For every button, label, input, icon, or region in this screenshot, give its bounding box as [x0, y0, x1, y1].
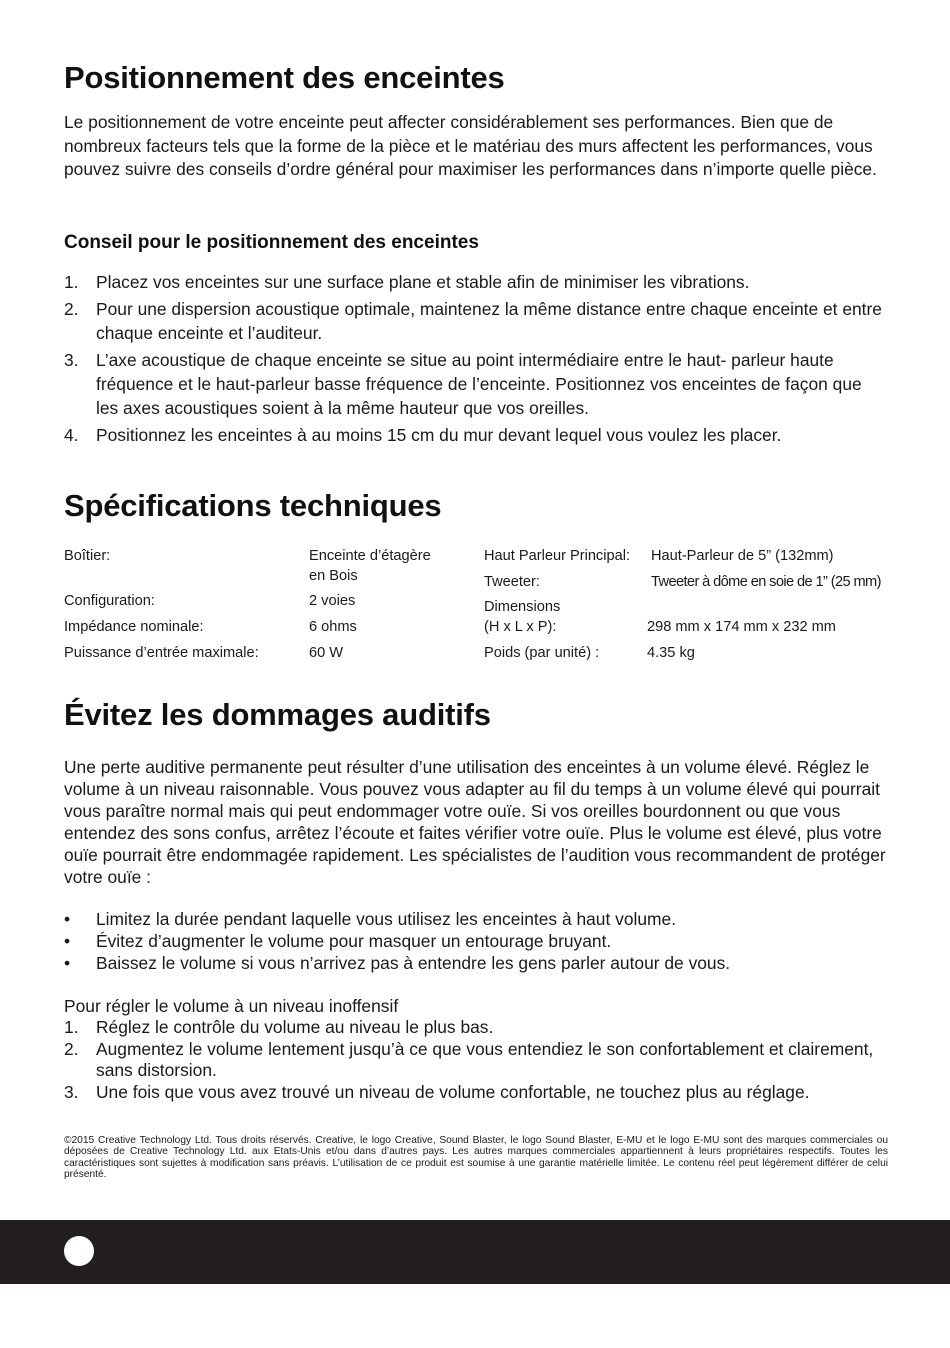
spec-value: Haut-Parleur de 5” (132mm)	[651, 548, 834, 564]
spec-value: 2 voies	[309, 593, 356, 609]
spec-value: 298 mm x 174 mm x 232 mm	[647, 619, 836, 635]
spec-label: Puissance d’entrée maximale:	[64, 645, 259, 661]
list-item: 2. Augmentez le volume lentement jusqu’à ce que vous entendiez le son confortablement et clairement, sans distorsion.	[64, 1038, 874, 1080]
spec-value: 4.35 kg	[647, 645, 695, 661]
legal-notice: ©2015 Creative Technology Ltd. Tous droits réservés. Creative, le logo Creative, Sound Blaster, le logo Sound Blaster, E-MU et le logo E-MU sont des marques commerciales ou déposées de Creative Technology Ltd. aux Etats-Unis et/ou dans d’autres pays. Les autres marques commerciales appartiennent à leurs propriétaires respectifs. Toutes les caractéristiques sont sujettes à modification sans préavis. L’utilisation de ce produit est soumise à une garantie matérielle limitée. Le contenu réel peut légèrement différer de celui présenté.	[64, 1135, 888, 1181]
spec-label: Haut Parleur Principal:	[484, 548, 631, 564]
hearing-bullets	[64, 908, 888, 974]
volume-steps-list	[64, 1017, 888, 1103]
spec-value: Enceinte d’étagère	[309, 548, 431, 564]
list-item: 1. Réglez le contrôle du volume au niveau le plus bas.	[64, 1017, 494, 1037]
list-item: 1. Placez vos enceintes sur une surface plane et stable afin de minimiser les vibrations.	[64, 272, 750, 292]
spec-label: Boîtier:	[64, 548, 111, 564]
page-marker-circle	[64, 1236, 94, 1266]
volume-steps-heading: Pour régler le volume à un niveau inoffensif	[64, 996, 399, 1016]
spec-label: Impédance nominale:	[64, 619, 204, 635]
hearing-intro: Une perte auditive permanente peut résulter d’une utilisation des enceintes à un volume élevé. Réglez le volume à un niveau raisonnable. Vous pouvez vous adapter au fil du temps à un volume élevé qui pourrait vous paraître normal mais qui peut endommager votre ouïe. Si vos oreilles bourdonnent ou que vous entendez des sons confus, arrêtez l’écoute et faites vérifier votre ouïe. Plus le volume est élevé, plus votre ouïe pourrait être endommagée rapidement. Les spécialistes de l’audition vous recommandent de protéger votre ouïe :	[64, 757, 886, 887]
list-item: 3. Une fois que vous avez trouvé un niveau de volume confortable, ne touchez plus au réglage.	[64, 1081, 810, 1102]
list-item: 2. Pour une dispersion acoustique optimale, maintenez la même distance entre chaque enceinte et entre chaque enceinte et l’auditeur.	[64, 299, 882, 343]
positioning-intro: Le positionnement de votre enceinte peut affecter considérablement ses performances. Bien que de nombreux facteurs tels que la forme de la pièce et le matériau des murs affectent les performances, vous pouvez suivre des conseils d’ordre général pour maximiser les performances dans n’importe quelle pièce.	[64, 112, 877, 179]
spec-value: 60 W	[309, 645, 344, 661]
spec-label: Dimensions	[484, 599, 561, 615]
spec-label: Configuration:	[64, 593, 155, 609]
spec-label: Poids (par unité) :	[484, 645, 600, 661]
spec-label: (H x L x P):	[484, 619, 557, 635]
section-title-hearing: Évitez les dommages auditifs	[64, 697, 491, 732]
spec-label: Tweeter:	[484, 574, 540, 590]
list-item: 3. L’axe acoustique de chaque enceinte se situe au point intermédiaire entre le haut- parleur haute fréquence et le haut-parleur basse fréquence de l’enceinte. Positionnez vos enceintes de façon que les axes acoustiques soient à la même hauteur que vos oreilles.	[64, 350, 862, 418]
list-item: • Limitez la durée pendant laquelle vous utilisez les enceintes à haut volume.	[64, 909, 677, 929]
list-item: • Évitez d’augmenter le volume pour masquer un entourage bruyant.	[64, 931, 612, 951]
spec-value: Tweeter à dôme en soie de 1” (25 mm)	[651, 574, 881, 590]
positioning-tips-subtitle: Conseil pour le positionnement des enceintes	[64, 232, 479, 253]
list-item: 4. Positionnez les enceintes à au moins 15 cm du mur devant lequel vous voulez les placer.	[64, 425, 782, 445]
spec-value: en Bois	[309, 568, 358, 584]
list-item: • Baissez le volume si vous n’arrivez pas à entendre les gens parler autour de vous.	[64, 953, 731, 973]
section-title-specs: Spécifications techniques	[64, 488, 442, 523]
section-title-positioning: Positionnement des enceintes	[64, 60, 505, 95]
positioning-tips-list	[64, 270, 888, 450]
spec-value: 6 ohms	[309, 619, 357, 635]
footer-bar	[0, 1220, 950, 1284]
